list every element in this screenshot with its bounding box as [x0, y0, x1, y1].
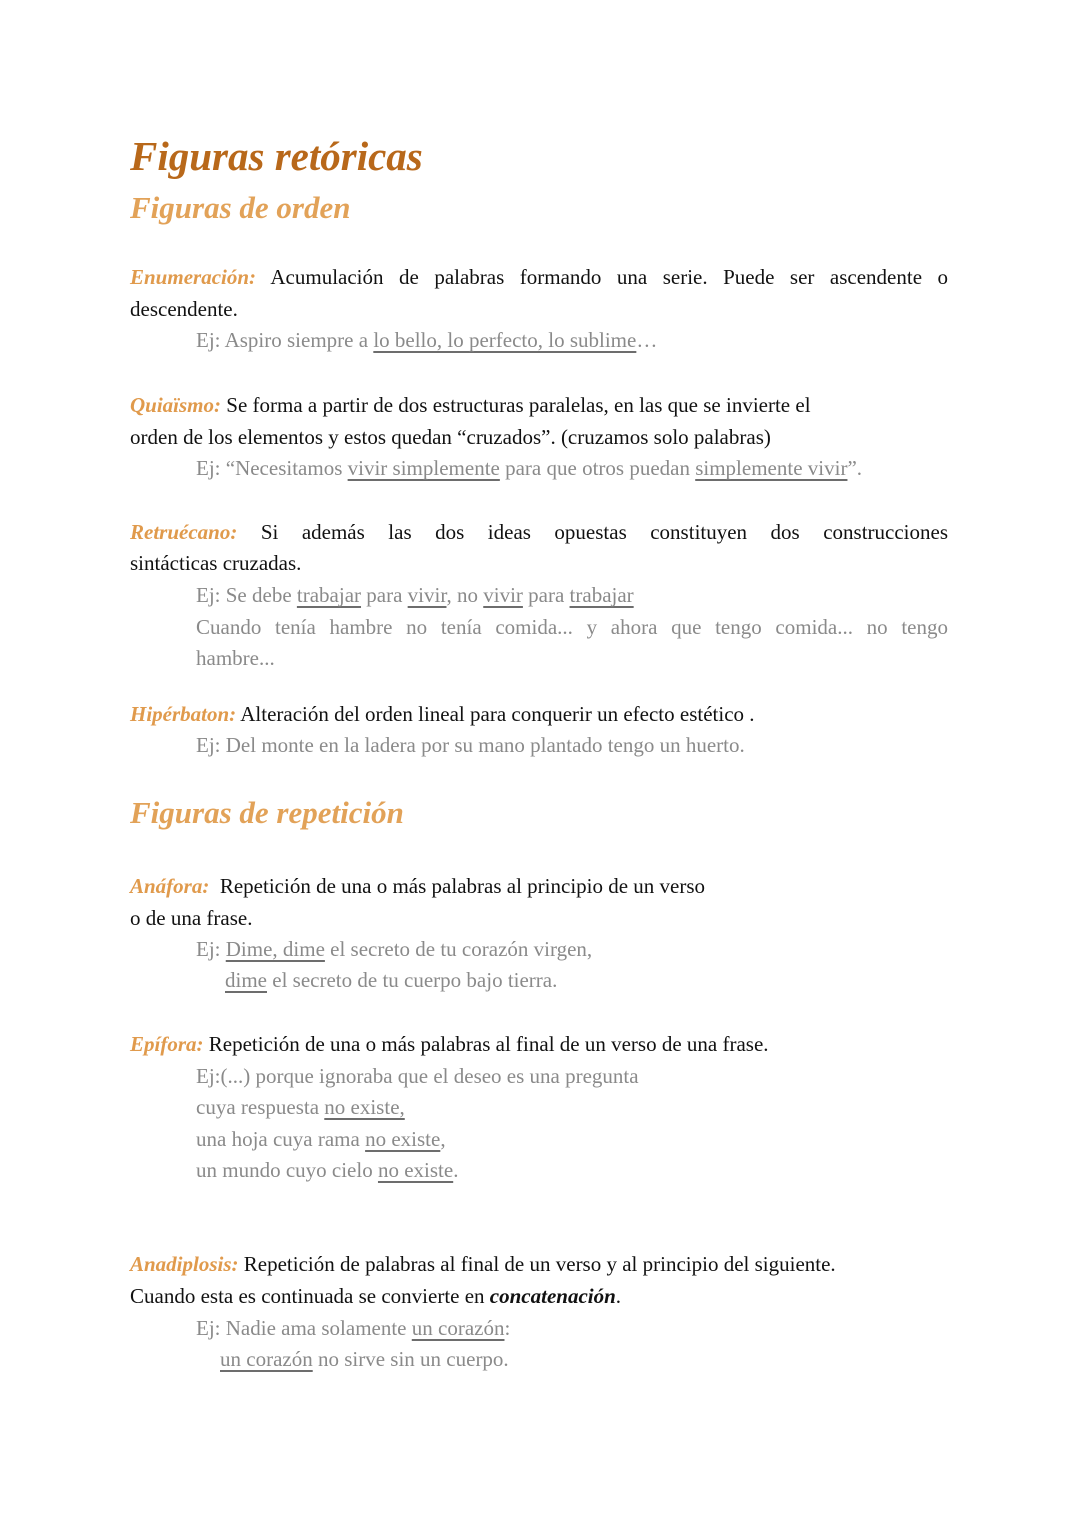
anafora-term: Anáfora:	[130, 874, 210, 898]
concatenacion-term: concatenación	[489, 1284, 616, 1308]
enumeracion-definition	[130, 265, 948, 290]
enumeracion-def1: Acumulación de palabras formando una serie. Puede ser ascendente o	[270, 265, 949, 289]
epifora-example-4: un mundo cuyo cielo no existe.	[196, 1158, 459, 1182]
section-heading-orden: Figuras de orden	[130, 190, 351, 225]
epifora-example-3: una hoja cuya rama no existe,	[196, 1127, 446, 1151]
anadiplosis-def1: Repetición de palabras al final de un verso y al principio del siguiente.	[243, 1252, 836, 1276]
quiasmo-example: Ej: “Necesitamos vivir simplemente para que otros puedan simplemente vivir”.	[196, 456, 863, 480]
anadiplosis-term: Anadiplosis:	[130, 1252, 239, 1276]
anadiplosis-definition	[130, 1252, 836, 1277]
hiperbaton-example: Ej: Del monte en la ladera por su mano plantado tengo un huerto.	[196, 733, 745, 757]
enumeracion-def2: descendente.	[130, 297, 238, 321]
retruecano-definition	[130, 520, 948, 545]
retruecano-def1: Si además las dos ideas opuestas constituyen dos construcciones	[260, 520, 949, 544]
quiasmo-definition	[130, 393, 811, 418]
epifora-definition	[130, 1032, 769, 1057]
retruecano-example-2: Cuando tenía hambre no tenía comida... y ahora que tengo comida... no tengo	[196, 615, 948, 639]
anafora-definition	[130, 874, 705, 899]
quiasmo-term: Quiaïsmo:	[130, 393, 222, 417]
hiperbaton-def1: Alteración del orden lineal para conquerir un efecto estético .	[240, 702, 755, 726]
anadiplosis-def2: Cuando esta es continuada se convierte en concatenación.	[130, 1284, 622, 1308]
quiasmo-def1: Se forma a partir de dos estructuras paralelas, en las que se invierte el	[226, 393, 811, 417]
epifora-example-2: cuya respuesta no existe,	[196, 1095, 405, 1119]
anafora-def2: o de una frase.	[130, 906, 253, 930]
anadiplosis-example-2: un corazón no sirve sin un cuerpo.	[220, 1347, 509, 1371]
enumeracion-example: Ej: Aspiro siempre a lo bello, lo perfecto, lo sublime…	[196, 328, 658, 352]
epifora-term: Epífora:	[130, 1032, 204, 1056]
enumeracion-term: Enumeración:	[130, 265, 257, 289]
retruecano-term: Retruécano:	[130, 520, 238, 544]
anafora-example-2: dime el secreto de tu cuerpo bajo tierra.	[225, 968, 558, 992]
retruecano-def2: sintácticas cruzadas.	[130, 551, 302, 575]
anafora-example-1: Ej: Dime, dime el secreto de tu corazón virgen,	[196, 937, 593, 961]
quiasmo-def2: orden de los elementos y estos quedan “cruzados”. (cruzamos solo palabras)	[130, 425, 771, 449]
epifora-def1: Repetición de una o más palabras al final de un verso de una frase.	[208, 1032, 769, 1056]
retruecano-example-2b: hambre...	[196, 646, 275, 670]
hiperbaton-term: Hipérbaton:	[130, 702, 237, 726]
page-title: Figuras retóricas	[130, 133, 423, 179]
retruecano-example-1: Ej: Se debe trabajar para vivir, no vivir para trabajar	[196, 583, 634, 607]
example-underline: lo bello, lo perfecto, lo sublime	[373, 328, 637, 352]
epifora-example-1: Ej:(...) porque ignoraba que el deseo es una pregunta	[196, 1064, 639, 1088]
anafora-def1: Repetición de una o más palabras al principio de un verso	[219, 874, 706, 898]
section-heading-repeticion: Figuras de repetición	[130, 795, 404, 830]
hiperbaton-definition	[130, 702, 755, 727]
anadiplosis-example-1: Ej: Nadie ama solamente un corazón:	[196, 1316, 511, 1340]
